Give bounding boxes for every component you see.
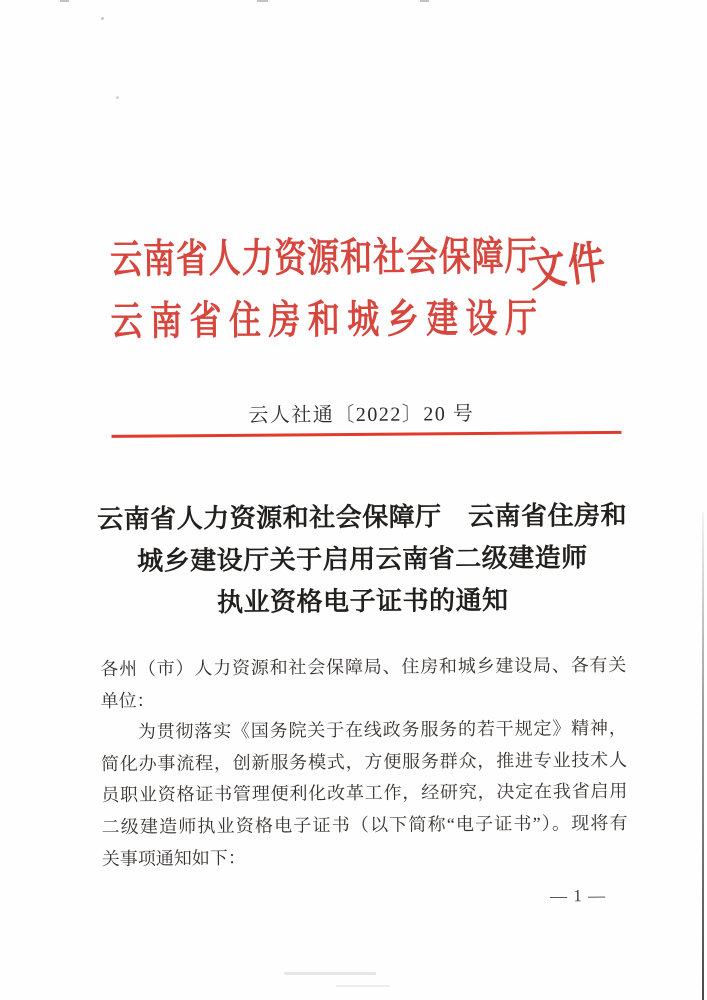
doc-type-label: 文件 bbox=[525, 236, 611, 297]
scan-edge-mark bbox=[420, 0, 429, 2]
page-number: — 1 — bbox=[550, 886, 607, 906]
scan-edge-mark bbox=[257, 0, 268, 2]
body-paragraph-line-4: 二级建造师执业资格电子证书（以下简称“电子证书”）。现将有 bbox=[101, 812, 628, 837]
body-salutation-line-1: 各州（市）人力资源和社会保障局、住房和城乡建设局、各有关 bbox=[100, 654, 627, 679]
agency-name-line2: 云南省住房和城乡建设厅 bbox=[110, 295, 538, 344]
title-line-2: 城乡建设厅关于启用云南省二级建造师 bbox=[137, 543, 588, 576]
document-number: 云人社通〔2022〕20 号 bbox=[248, 403, 475, 427]
document-title bbox=[91, 495, 634, 625]
scan-edge-shadow bbox=[702, 512, 704, 1000]
scan-smudge bbox=[336, 985, 390, 987]
body-paragraph-line-2: 简化办事流程，创新服务模式，方便服务群众，推进专业技术人 bbox=[100, 749, 628, 774]
title-line-3: 执业资格电子证书的通知 bbox=[216, 585, 509, 618]
body-paragraph-line-5: 关事项通知如下： bbox=[101, 847, 246, 869]
agency-name-line1: 云南省人力资源和社会保障厅 bbox=[109, 233, 537, 282]
scan-edge-mark bbox=[60, 0, 69, 2]
scan-speck bbox=[116, 96, 119, 99]
body-paragraph-line-1: 为贯彻落实《国务院关于在线政务服务的若干规定》精神， bbox=[137, 718, 627, 742]
body-paragraph-line-3: 员职业资格证书管理便利化改革工作，经研究，决定在我省启用 bbox=[101, 781, 628, 806]
title-line-1: 云南省人力资源和社会保障厅 云南省住房和 bbox=[97, 500, 628, 535]
scan-smudge bbox=[284, 972, 376, 975]
scan-speck bbox=[101, 17, 104, 20]
red-separator-rule bbox=[111, 431, 621, 438]
document-body bbox=[100, 650, 628, 875]
agency-names bbox=[110, 227, 537, 354]
body-salutation-line-2: 单位： bbox=[100, 690, 155, 711]
